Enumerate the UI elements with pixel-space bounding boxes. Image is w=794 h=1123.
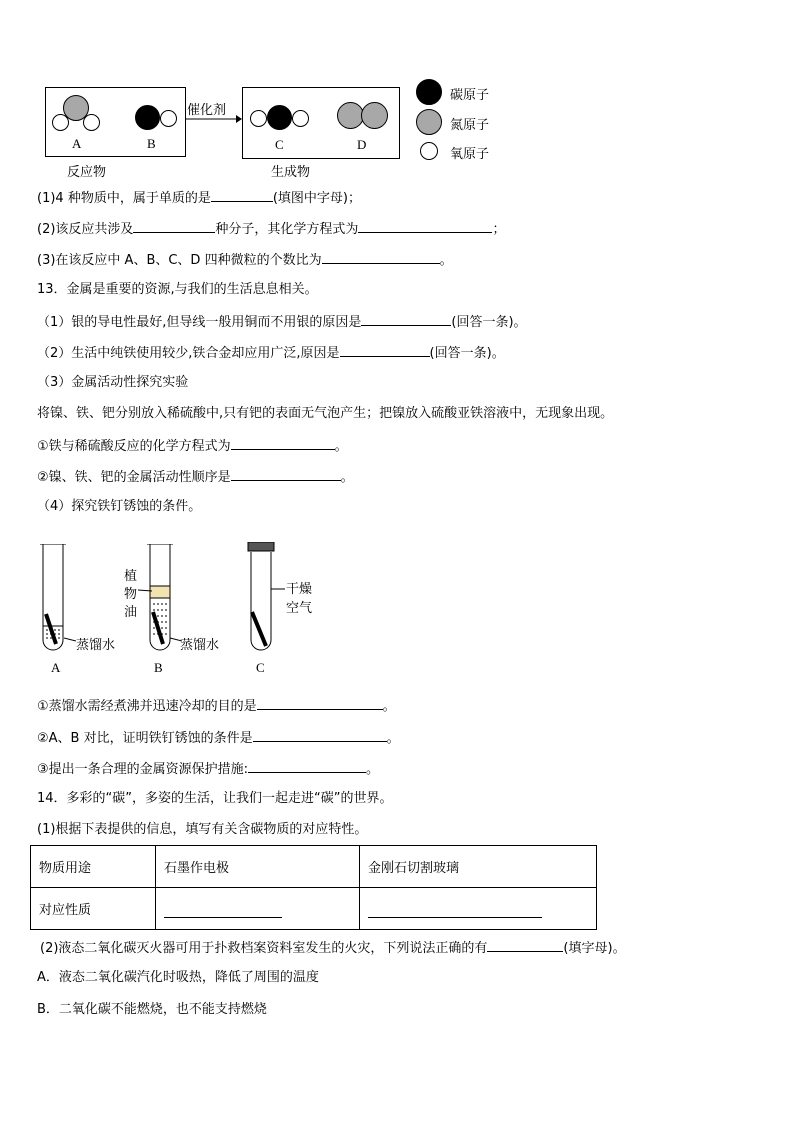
nitrogen-atom [337,102,364,129]
table-header-cell: 物质用途 [31,846,156,888]
water-label-b: 蒸馏水 [180,638,220,653]
reactant-letter-a: A [72,136,82,151]
reactant-letter-b: B [147,136,156,151]
tube-label-b: B [154,660,163,675]
oil-pointer [138,588,152,594]
carbon-atom [267,105,292,130]
table-row [31,888,597,930]
q13-part3-q1: ①铁与稀硫酸反应的化学方程式为 。 [37,436,348,456]
q13-part3-desc: 将镍、铁、钯分别放入稀硫酸中,只有钯的表面无气泡产生；把镍放入硫酸亚铁溶液中，无现象出现。 [37,406,614,421]
table-header-cell: 对应性质 [31,888,156,930]
q13-part4-q2: ②A、B 对比，证明铁钉锈蚀的条件是 。 [37,728,400,748]
table-answer-cell [360,888,597,930]
legend-oxygen-swatch [420,142,438,160]
q13-part3-q2: ②镍、铁、钯的金属活动性顺序是 。 [37,467,354,487]
air-pointer [271,586,285,592]
product-letter-d: D [357,137,367,152]
oxygen-atom [250,110,267,127]
answer-blank[interactable] [358,219,492,233]
q14-option-b: B．二氧化碳不能燃烧，也不能支持燃烧 [37,1002,267,1017]
q14-title: 14．多彩的“碳”，多姿的生活，让我们一起走进“碳”的世界。 [37,791,393,806]
nail-pointer [64,636,76,644]
oil-label-1: 植 [124,569,138,584]
q13-part4-q1: ①蒸馏水需经煮沸并迅速冷却的目的是 。 [37,696,396,716]
q12-part2: (2)该反应共涉及 种分子，其化学方程式为 ； [37,219,505,239]
q13-title: 13．金属是重要的资源,与我们的生活息息相关。 [37,282,318,297]
answer-blank[interactable] [253,728,387,742]
q12-part1: (1)4 种物质中，属于单质的是 (填图中字母)； [37,188,361,208]
q13-part4-q3: ③提出一条合理的金属资源保护措施: 。 [37,759,379,779]
answer-blank[interactable] [487,938,563,952]
dry-air-label-2: 空气 [286,601,313,616]
answer-blank[interactable] [231,467,341,481]
table-cell: 金刚石切割玻璃 [360,846,597,888]
reaction-arrow [186,114,242,124]
oil-label-2: 物 [124,587,138,602]
answer-blank[interactable] [322,250,440,264]
product-letter-c: C [275,137,284,152]
answer-blank[interactable] [368,904,542,918]
q13-part3-title: （3）金属活动性探究实验 [37,375,189,390]
dry-air-label-1: 干燥 [286,582,313,597]
q14-part2: (2)液态二氧化碳灭火器可用于扑救档案资料室发生的火灾，下列说法正确的有 (填字母)。 [40,938,626,958]
carbon-properties-table [30,845,597,930]
legend-oxygen-label: 氧原子 [450,147,490,162]
catalyst-label: 催化剂 [187,103,227,118]
oxygen-atom [292,110,309,127]
table-cell: 石墨作电极 [156,846,360,888]
table-row [31,846,597,888]
oxygen-atom [52,114,69,131]
test-tube-c [246,542,276,656]
answer-blank[interactable] [164,904,282,918]
reactant-caption: 反应物 [67,165,107,180]
legend-nitrogen-label: 氮原子 [450,118,490,133]
q13-part1: （1）银的导电性最好,但导线一般用铜而不用银的原因是 (回答一条)。 [37,312,527,332]
carbon-atom [135,105,160,130]
answer-blank[interactable] [257,696,383,710]
oil-label-3: 油 [124,605,138,620]
legend-carbon-swatch [416,79,442,105]
q13-part2: （2）生活中纯铁使用较少,铁合金却应用广泛,原因是 (回答一条)。 [37,343,505,363]
legend-nitrogen-swatch [416,109,442,135]
tube-label-a: A [51,660,61,675]
answer-blank[interactable] [340,343,430,357]
oxygen-atom [160,110,177,127]
q14-part1: (1)根据下表提供的信息，填写有关含碳物质的对应特性。 [37,822,368,837]
answer-blank[interactable] [211,188,273,202]
answer-blank[interactable] [248,759,366,773]
water-label-a: 蒸馏水 [76,638,116,653]
nitrogen-atom [361,102,388,129]
legend-carbon-label: 碳原子 [450,88,490,103]
oxygen-atom [83,114,100,131]
q14-option-a: A．液态二氧化碳汽化时吸热，降低了周围的温度 [37,970,319,985]
q12-part3: (3)在该反应中 A、B、C、D 四种微粒的个数比为 。 [37,250,453,270]
table-answer-cell [156,888,360,930]
tube-label-c: C [256,660,265,675]
answer-blank[interactable] [231,436,335,450]
q13-part4-title: （4）探究铁钉锈蚀的条件。 [37,499,202,514]
answer-blank[interactable] [361,312,451,326]
product-caption: 生成物 [271,165,311,180]
answer-blank[interactable] [133,219,215,233]
